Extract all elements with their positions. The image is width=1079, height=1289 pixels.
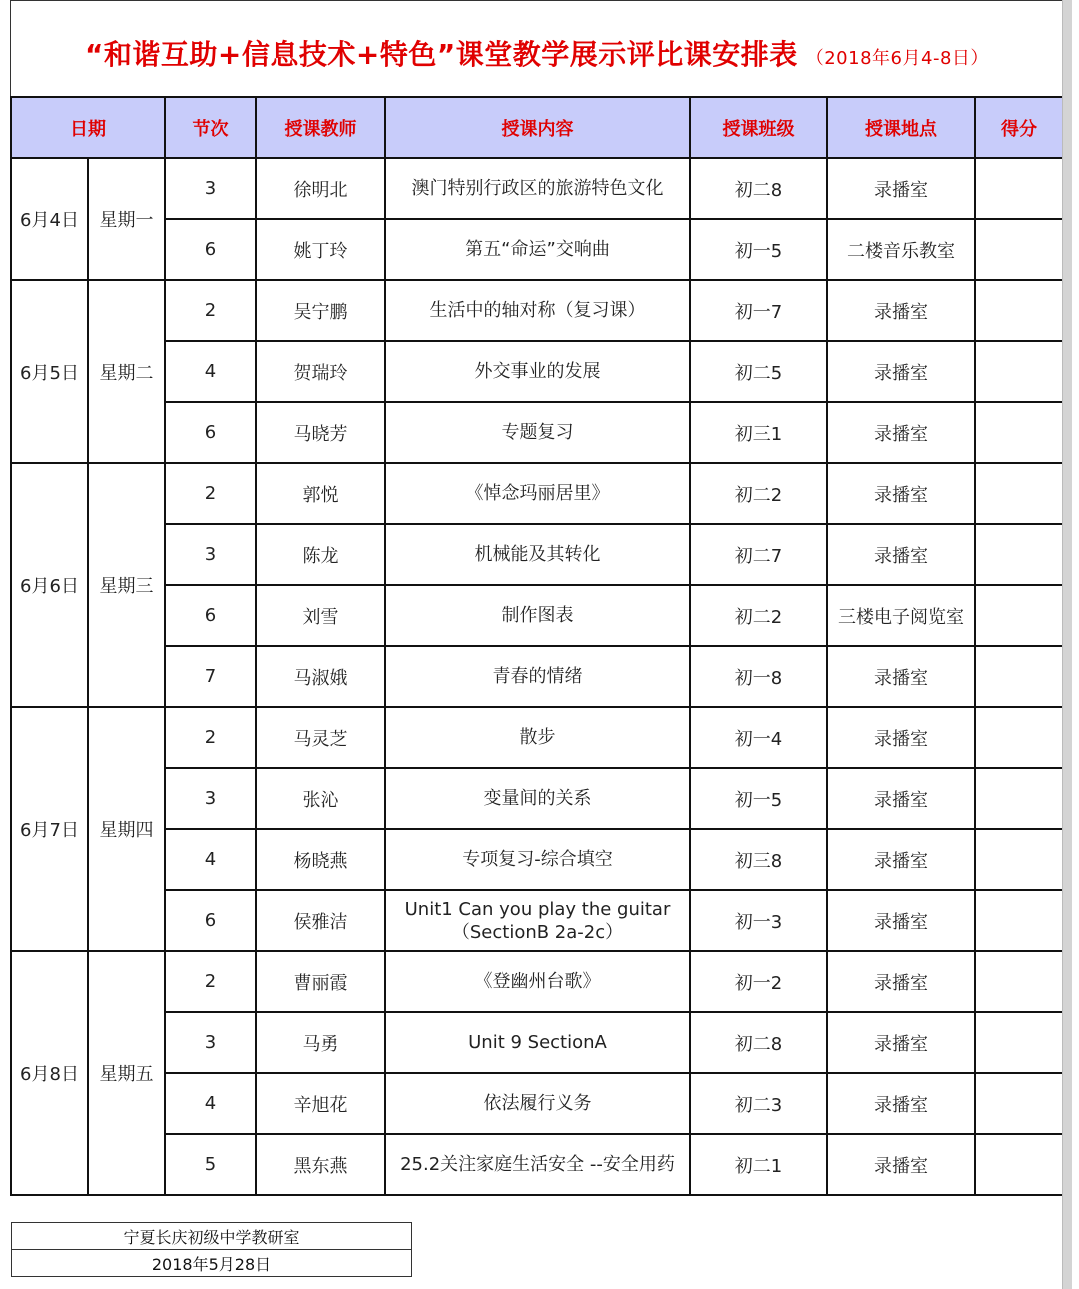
table-row [11,219,1062,280]
footer-stamp [11,1222,412,1277]
table-row [11,280,1062,341]
cell-teacher: 郭悦 [256,463,385,524]
day-weekday: 星期三 [88,463,165,707]
table-row [11,158,1062,219]
cell-class: 初一7 [690,280,827,341]
schedule-table [10,96,1062,1196]
cell-content: 青春的情绪 [385,646,690,707]
cell-teacher: 马淑娥 [256,646,385,707]
day-date: 6月5日 [11,280,88,463]
cell-score [975,219,1062,280]
cell-period: 6 [165,402,256,463]
cell-class: 初一3 [690,890,827,951]
cell-period: 4 [165,341,256,402]
header-score: 得分 [975,97,1062,158]
cell-location: 录播室 [827,829,975,890]
cell-content: 散步 [385,707,690,768]
table-row [11,463,1062,524]
cell-class: 初三1 [690,402,827,463]
table-row [11,402,1062,463]
header-content: 授课内容 [385,97,690,158]
cell-class: 初二8 [690,1012,827,1073]
header-period: 节次 [165,97,256,158]
cell-period: 6 [165,585,256,646]
cell-content: 制作图表 [385,585,690,646]
cell-score [975,524,1062,585]
cell-class: 初二2 [690,463,827,524]
cell-score [975,585,1062,646]
cell-location: 录播室 [827,707,975,768]
cell-score [975,646,1062,707]
cell-content: Unit 9 SectionA [385,1012,690,1073]
cell-score [975,341,1062,402]
table-row [11,646,1062,707]
cell-teacher: 曹丽霞 [256,951,385,1012]
cell-class: 初二5 [690,341,827,402]
cell-location: 三楼电子阅览室 [827,585,975,646]
cell-class: 初三8 [690,829,827,890]
header-date: 日期 [11,97,165,158]
cell-period: 6 [165,890,256,951]
cell-class: 初一5 [690,768,827,829]
cell-score [975,402,1062,463]
table-header-row [11,97,1062,158]
table-row [11,951,1062,1012]
cell-teacher: 姚丁玲 [256,219,385,280]
cell-location: 录播室 [827,341,975,402]
header-teacher: 授课教师 [256,97,385,158]
cell-teacher: 刘雪 [256,585,385,646]
cell-content: 25.2关注家庭生活安全 --安全用药 [385,1134,690,1195]
cell-location: 录播室 [827,646,975,707]
day-date: 6月4日 [11,158,88,280]
cell-content: 外交事业的发展 [385,341,690,402]
cell-content: 第五“命运”交响曲 [385,219,690,280]
cell-period: 2 [165,951,256,1012]
cell-location: 录播室 [827,1073,975,1134]
cell-content: 变量间的关系 [385,768,690,829]
cell-teacher: 徐明北 [256,158,385,219]
cell-teacher: 马晓芳 [256,402,385,463]
table-row [11,1134,1062,1195]
title-main: “和谐互助+信息技术+特色”课堂教学展示评比课安排表 [85,38,798,71]
cell-location: 录播室 [827,463,975,524]
cell-teacher: 侯雅洁 [256,890,385,951]
table-row [11,524,1062,585]
day-weekday: 星期二 [88,280,165,463]
cell-period: 3 [165,1012,256,1073]
cell-class: 初一2 [690,951,827,1012]
cell-score [975,951,1062,1012]
cell-content: 《登幽州台歌》 [385,951,690,1012]
cell-period: 5 [165,1134,256,1195]
cell-content: Unit1 Can you play the guitar（SectionB 2a-2c） [385,890,690,951]
cell-score [975,768,1062,829]
cell-location: 录播室 [827,158,975,219]
cell-location: 录播室 [827,1012,975,1073]
cell-teacher: 贺瑞玲 [256,341,385,402]
cell-teacher: 辛旭花 [256,1073,385,1134]
cell-teacher: 马勇 [256,1012,385,1073]
header-class: 授课班级 [690,97,827,158]
cell-content: 生活中的轴对称（复习课） [385,280,690,341]
header-location: 授课地点 [827,97,975,158]
table-row [11,890,1062,951]
page-title [85,33,989,73]
footer-date: 2018年5月28日 [12,1250,412,1277]
table-row [11,768,1062,829]
day-date: 6月6日 [11,463,88,707]
cell-period: 4 [165,1073,256,1134]
cell-location: 录播室 [827,890,975,951]
cell-teacher: 陈龙 [256,524,385,585]
cell-content: 专项复习-综合填空 [385,829,690,890]
cell-period: 3 [165,158,256,219]
cell-score [975,463,1062,524]
cell-class: 初一5 [690,219,827,280]
title-area [10,0,1062,98]
cell-content: 机械能及其转化 [385,524,690,585]
cell-teacher: 杨晓燕 [256,829,385,890]
day-date: 6月7日 [11,707,88,951]
cell-class: 初一4 [690,707,827,768]
table-row [11,829,1062,890]
cell-teacher: 马灵芝 [256,707,385,768]
cell-class: 初二3 [690,1073,827,1134]
day-weekday: 星期一 [88,158,165,280]
vertical-scrollbar[interactable] [1062,0,1072,1289]
cell-period: 2 [165,463,256,524]
cell-teacher: 吴宁鹏 [256,280,385,341]
day-weekday: 星期四 [88,707,165,951]
cell-class: 初二1 [690,1134,827,1195]
table-row [11,585,1062,646]
cell-class: 初二7 [690,524,827,585]
cell-score [975,1012,1062,1073]
cell-score [975,707,1062,768]
table-row [11,1073,1062,1134]
cell-location: 录播室 [827,768,975,829]
cell-class: 初二2 [690,585,827,646]
cell-location: 二楼音乐教室 [827,219,975,280]
cell-score [975,158,1062,219]
cell-period: 7 [165,646,256,707]
cell-period: 3 [165,768,256,829]
cell-score [975,1134,1062,1195]
cell-score [975,1073,1062,1134]
cell-content: 依法履行义务 [385,1073,690,1134]
table-row [11,707,1062,768]
cell-class: 初二8 [690,158,827,219]
cell-content: 《悼念玛丽居里》 [385,463,690,524]
cell-location: 录播室 [827,402,975,463]
cell-teacher: 张沁 [256,768,385,829]
title-date-range: （2018年6月4-8日） [805,48,989,69]
cell-period: 4 [165,829,256,890]
cell-period: 3 [165,524,256,585]
cell-location: 录播室 [827,524,975,585]
cell-period: 2 [165,280,256,341]
cell-content: 澳门特别行政区的旅游特色文化 [385,158,690,219]
cell-score [975,890,1062,951]
cell-content: 专题复习 [385,402,690,463]
day-weekday: 星期五 [88,951,165,1195]
footer-org: 宁夏长庆初级中学教研室 [12,1223,412,1250]
table-row [11,341,1062,402]
day-date: 6月8日 [11,951,88,1195]
cell-period: 2 [165,707,256,768]
cell-score [975,829,1062,890]
cell-teacher: 黑东燕 [256,1134,385,1195]
cell-location: 录播室 [827,951,975,1012]
table-row [11,1012,1062,1073]
cell-location: 录播室 [827,280,975,341]
cell-location: 录播室 [827,1134,975,1195]
cell-class: 初一8 [690,646,827,707]
cell-period: 6 [165,219,256,280]
cell-score [975,280,1062,341]
